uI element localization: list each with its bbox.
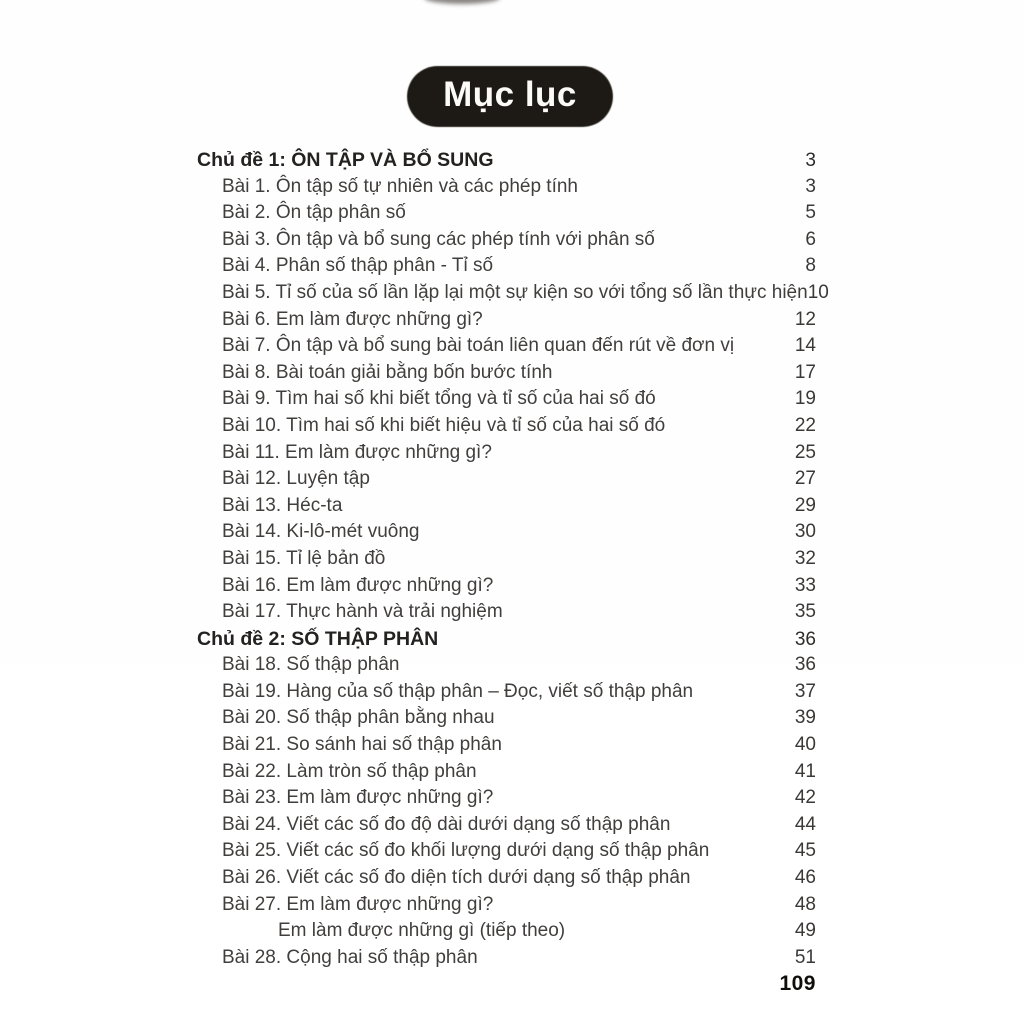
toc-entry-page: 35 bbox=[794, 601, 816, 623]
toc-row bbox=[197, 519, 818, 546]
toc-entry-page: 44 bbox=[794, 813, 816, 835]
toc-entry-title: Bài 7. Ôn tập và bổ sung bài toán liên quan đến rút về đơn vị bbox=[222, 335, 735, 357]
toc-entry-title: Bài 15. Tỉ lệ bản đồ bbox=[222, 547, 386, 569]
toc-entry-title: Bài 20. Số thập phân bằng nhau bbox=[222, 707, 495, 729]
toc-entry-title: Bài 26. Viết các số đo diện tích dưới dạng số thập phân bbox=[222, 867, 691, 889]
toc-list bbox=[197, 147, 829, 971]
toc-row bbox=[197, 280, 829, 307]
toc-row bbox=[197, 892, 818, 919]
toc-entry-title: Bài 1. Ôn tập số tự nhiên và các phép tính bbox=[222, 175, 578, 197]
toc-entry-page: 37 bbox=[794, 680, 816, 702]
toc-row bbox=[197, 812, 818, 839]
toc-row bbox=[197, 732, 818, 759]
toc-row bbox=[197, 599, 818, 626]
toc-entry-page: 39 bbox=[794, 707, 816, 729]
toc-row bbox=[197, 333, 818, 360]
toc-entry-page: 3 bbox=[805, 175, 816, 197]
toc-row bbox=[197, 626, 818, 653]
toc-entry-page: 5 bbox=[805, 202, 816, 224]
toc-row bbox=[197, 705, 818, 732]
toc-entry-title: Bài 27. Em làm được những gì? bbox=[222, 893, 494, 915]
toc-row bbox=[197, 679, 818, 706]
toc-entry-title: Bài 5. Tỉ số của số lần lặp lại một sự kiện so với tổng số lần thực hiện bbox=[222, 281, 808, 303]
toc-entry-title: Bài 25. Viết các số đo khối lượng dưới dạng số thập phân bbox=[222, 840, 710, 862]
toc-entry-page: 36 bbox=[794, 654, 816, 676]
toc-row bbox=[197, 945, 818, 972]
toc-row bbox=[197, 573, 818, 600]
toc-entry-page: 32 bbox=[794, 547, 816, 569]
toc-entry-page: 40 bbox=[794, 734, 816, 756]
toc-entry-title: Bài 4. Phân số thập phân - Tỉ số bbox=[222, 255, 494, 277]
toc-entry-page: 29 bbox=[794, 494, 816, 516]
toc-row bbox=[197, 360, 818, 387]
toc-entry-title: Chủ đề 1: ÔN TẬP VÀ BỔ SUNG bbox=[197, 149, 494, 171]
toc-entry-page: 30 bbox=[794, 521, 816, 543]
page-title-pill bbox=[408, 67, 612, 126]
toc-row bbox=[197, 307, 818, 334]
toc-entry-title: Bài 23. Em làm được những gì? bbox=[222, 787, 494, 809]
toc-entry-page: 45 bbox=[794, 840, 816, 862]
toc-entry-title: Bài 11. Em làm được những gì? bbox=[222, 441, 492, 463]
toc-row bbox=[197, 200, 818, 227]
toc-entry-page: 8 bbox=[805, 255, 816, 277]
toc-row bbox=[197, 253, 818, 280]
toc-entry-title: Bài 21. So sánh hai số thập phân bbox=[222, 734, 502, 756]
toc-entry-title: Bài 12. Luyện tập bbox=[222, 468, 370, 490]
toc-row bbox=[197, 386, 818, 413]
toc-entry-title: Chủ đề 2: SỐ THẬP PHÂN bbox=[197, 627, 439, 650]
toc-entry-title: Bài 10. Tìm hai số khi biết hiệu và tỉ số của hai số đó bbox=[222, 414, 666, 436]
toc-entry-page: 19 bbox=[794, 388, 816, 410]
toc-entry-page: 42 bbox=[794, 787, 816, 809]
toc-entry-title: Bài 17. Thực hành và trải nghiệm bbox=[222, 601, 503, 623]
toc-entry-page: 41 bbox=[794, 760, 816, 782]
toc-entry-title: Bài 14. Ki-lô-mét vuông bbox=[222, 521, 420, 543]
toc-entry-title: Bài 3. Ôn tập và bổ sung các phép tính với phân số bbox=[222, 228, 655, 250]
toc-entry-page: 12 bbox=[794, 308, 816, 330]
toc-entry-page: 51 bbox=[794, 946, 816, 968]
toc-entry-page: 46 bbox=[794, 867, 816, 889]
scan-artifact bbox=[424, 0, 500, 4]
toc-entry-title: Bài 8. Bài toán giải bằng bốn bước tính bbox=[222, 361, 553, 383]
toc-entry-page: 22 bbox=[794, 414, 816, 436]
toc-row bbox=[197, 918, 818, 945]
toc-row bbox=[197, 147, 818, 174]
toc-entry-title: Bài 18. Số thập phân bbox=[222, 654, 400, 676]
toc-row bbox=[197, 174, 818, 201]
toc-entry-page: 33 bbox=[794, 574, 816, 596]
toc-row bbox=[197, 440, 818, 467]
toc-row bbox=[197, 413, 818, 440]
toc-row bbox=[197, 865, 818, 892]
page-title: Mục lục bbox=[443, 74, 577, 114]
toc-row bbox=[197, 838, 818, 865]
toc-entry-title: Em làm được những gì (tiếp theo) bbox=[278, 920, 566, 942]
toc-entry-title: Bài 6. Em làm được những gì? bbox=[222, 308, 483, 330]
page-number: 109 bbox=[779, 972, 816, 995]
toc-entry-page: 6 bbox=[805, 228, 816, 250]
toc-row bbox=[197, 227, 818, 254]
toc-entry-title: Bài 16. Em làm được những gì? bbox=[222, 574, 494, 596]
toc-entry-title: Bài 19. Hàng của số thập phân – Đọc, viết số thập phân bbox=[222, 680, 694, 702]
toc-row bbox=[197, 466, 818, 493]
toc-entry-page: 10 bbox=[807, 281, 829, 303]
toc-entry-page: 27 bbox=[794, 468, 816, 490]
toc-row bbox=[197, 759, 818, 786]
toc-entry-page: 17 bbox=[794, 361, 816, 383]
toc-row bbox=[197, 785, 818, 812]
toc-entry-page: 48 bbox=[794, 893, 816, 915]
toc-row bbox=[197, 652, 818, 679]
toc-entry-page: 25 bbox=[794, 441, 816, 463]
toc-entry-page: 49 bbox=[794, 920, 816, 942]
toc-entry-title: Bài 28. Cộng hai số thập phân bbox=[222, 946, 478, 968]
toc-entry-title: Bài 24. Viết các số đo độ dài dưới dạng số thập phân bbox=[222, 813, 671, 835]
toc-entry-page: 36 bbox=[794, 628, 816, 650]
toc-entry-title: Bài 22. Làm tròn số thập phân bbox=[222, 760, 477, 782]
toc-entry-title: Bài 9. Tìm hai số khi biết tổng và tỉ số của hai số đó bbox=[222, 388, 656, 410]
toc-entry-page: 3 bbox=[805, 150, 816, 171]
toc-entry-title: Bài 13. Héc-ta bbox=[222, 494, 343, 516]
toc-row bbox=[197, 493, 818, 520]
toc-entry-page: 14 bbox=[794, 335, 816, 357]
toc-entry-title: Bài 2. Ôn tập phân số bbox=[222, 202, 406, 224]
toc-row bbox=[197, 546, 818, 573]
